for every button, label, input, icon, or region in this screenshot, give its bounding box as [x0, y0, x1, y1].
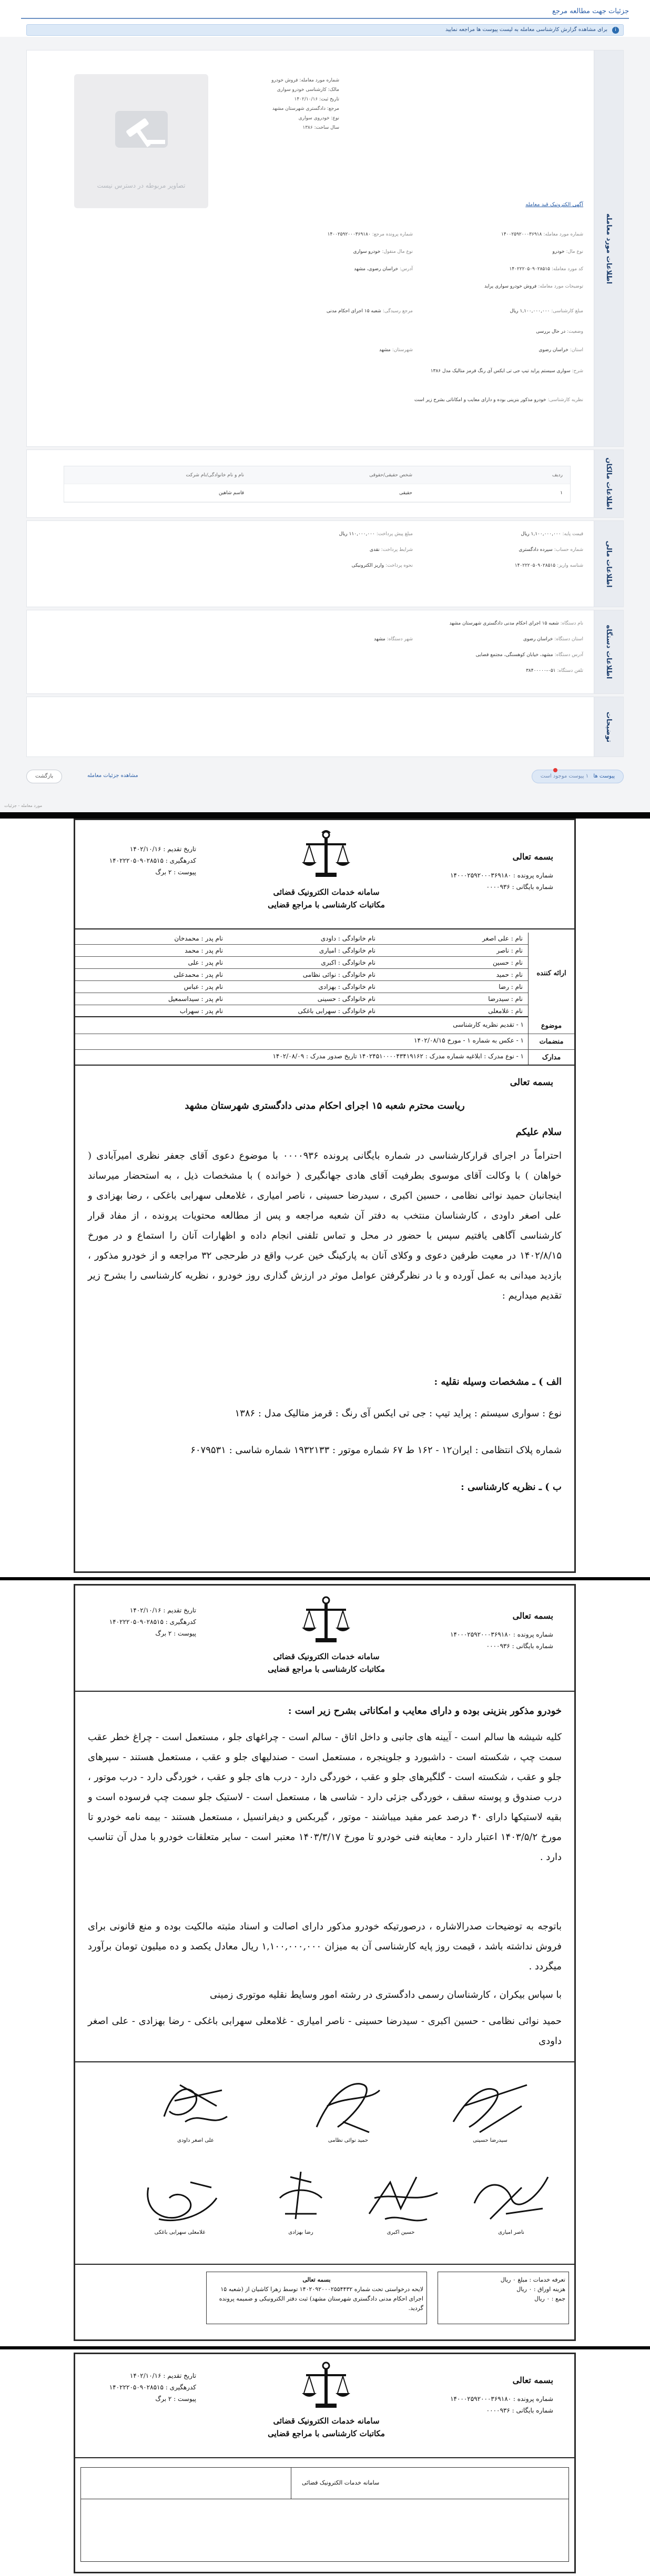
doc-header — [75, 1586, 574, 1696]
gavel-placeholder-icon — [110, 100, 173, 158]
opinion-intro: خودرو مذکور بنزینی بوده و دارای معایب و امکاناتی بشرح زیر است : — [288, 1705, 562, 1716]
title-underline — [21, 18, 629, 19]
signature — [459, 2161, 564, 2251]
opinion-price: باتوجه به توضیحات صدرالاشاره ، درصورتیکه خودرو مذکور دارای اصالت و اسناد مثبته مالکیت بوده و منع قانونی برای فروش نداشته باشد ، قیمت روز پایه کارشناسی آن به میزان ۱,۱۰۰,۰۰۰,۰۰۰ ریال معادل یکصد و ده میلیون تومان برآورد میگردد . — [88, 1921, 562, 1972]
tracking-line: کدرهگیری : ۱۴۰۲۲۲۰۵۰۹۰۲۸۵۱۵ — [109, 2384, 196, 2391]
page-separator — [0, 812, 650, 819]
panel-notes — [26, 697, 624, 757]
field-status: وضعیت:در حال بررسی — [536, 329, 583, 334]
field-authority: مرجع رسیدگی:شعبه ۱۵ اجرای احکام مدنی — [326, 309, 413, 314]
rule — [75, 928, 574, 929]
org-line-2: مکاتبات کارشناسی با مراجع قضایی — [268, 2429, 385, 2438]
signature-mark — [448, 2074, 532, 2138]
rule — [75, 2457, 574, 2458]
signature-mark — [259, 2166, 343, 2230]
signer-name: حسین اکبری — [387, 2230, 415, 2235]
rule — [75, 1691, 574, 1692]
page3-table-cell — [81, 2468, 291, 2499]
archive-number-line: شماره بایگانی : ۰۰۰۰۹۳۶ — [486, 2407, 553, 2414]
field-base-price: قیمت پایه:۱,۱۰۰,۰۰۰,۰۰۰ ریال — [521, 531, 583, 537]
info-icon: i — [612, 27, 619, 34]
table-row: نام : حمید نام خانوادگی : نوائی نظامی نام پدر : محمدعلی — [75, 969, 528, 981]
table-row: نام : غلامعلی نام خانوادگی : سهرابی باغکی نام پدر : سهراب — [75, 1005, 528, 1017]
documents-value: ۱ - نوع مدرک : ابلاغیه شماره مدرک : ۱۴۰۲۴۵۱۰۰۰۰۴۳۴۱۹۱۶۲ تاریخ صدور مدرک : ۱۴۰۲/۰۸/۰۹ — [75, 1050, 528, 1066]
image-placeholder — [74, 74, 208, 208]
attachments-value: ۱ - عکس به شماره ۱ - مورخ ۱۴۰۲/۰۸/۱۵ — [75, 1034, 528, 1050]
field-device-address: آدرس دستگاه:مشهد، خیابان کوهسنگی، مجتمع قضایی — [475, 652, 583, 658]
case-number-line: شماره پرونده : ۱۴۰۰۰۲۵۹۲۰۰۰۳۶۹۱۸۰ — [450, 1631, 553, 1638]
field-province: استان:خراسان رضوی — [539, 347, 583, 353]
fees-box — [438, 2272, 569, 2324]
justice-scale-icon — [300, 830, 352, 882]
field-expert-opinion: نظریه کارشناسی:خودرو مذکور بنزینی بوده و دارای معایب و امکاناتی بشرح زیر است — [414, 397, 583, 403]
vehicle-type: نوع : سواری سیستم : پراید تیپ : جی تی ایکس آی رنگ : قرمز متالیک مدل : ۱۳۸۶ — [235, 1408, 562, 1419]
case-detail-ui — [0, 0, 650, 812]
bottom-caption: مورد معامله - جزئیات — [4, 803, 43, 808]
no-image-caption: تصاویر مربوطه در دسترس نیست — [97, 182, 186, 189]
doc-bism: بسمه تعالی — [512, 2375, 553, 2385]
doc-page-1 — [74, 819, 576, 1573]
doc-page-2 — [74, 1584, 576, 2341]
field-prepayment: مبلغ پیش پرداخت:۱۱۰,۰۰۰,۰۰۰ ریال — [339, 531, 413, 537]
breadcrumb[interactable]: جزئیات جهت مطالعه مرجع — [552, 7, 629, 15]
case-number-line: شماره پرونده : ۱۴۰۰۰۲۵۹۲۰۰۰۳۶۹۱۸۰ — [450, 2395, 553, 2403]
rule — [75, 2061, 574, 2062]
signature-mark — [359, 2166, 443, 2230]
subject-value: ۱ - تقدیم نظریه کارشناسی — [75, 1018, 528, 1034]
tab-owners[interactable] — [594, 450, 623, 517]
signature — [143, 2069, 248, 2159]
field-appraisal-price: مبلغ کارشناسی:۱,۱۰۰,۰۰۰,۰۰۰ ریال — [510, 309, 583, 314]
field-device-province: استان دستگاه:خراسان رضوی — [523, 637, 583, 642]
table-row: نام : حسین نام خانوادگی : اکبری نام پدر : علی — [75, 957, 528, 969]
doc-header — [75, 2354, 574, 2465]
opinion-thanks: با سپاس بیکران ، کارشناسان رسمی دادگستری در رشته امور وسایط نقلیه موتوری زمینی — [210, 1989, 562, 2000]
field-device-city: شهر دستگاه:مشهد — [374, 637, 413, 642]
receipt-text: لایحه درخواستی تحت شماره ۱۴۰۲۰۹۲۰۰۰۲۵۵۴۴۳۲ توسط زهرا کاشیان از (شعبه ۱۵ اجرای احکام مدنی دادگستری شهرستان مشهد) ثبت دفتر الکترونیکی و ضمیمه پرونده گردید. — [219, 2286, 423, 2312]
doc-bism: بسمه تعالی — [512, 852, 553, 862]
panel-device — [26, 610, 624, 694]
fee-line: جمع : ۰ ریال — [534, 2295, 565, 2302]
signature — [248, 2161, 353, 2251]
signer-name: ناصر امیاری — [498, 2230, 524, 2235]
signature-area — [75, 2069, 574, 2264]
archive-number-line: شماره بایگانی : ۰۰۰۰۹۳۶ — [486, 883, 553, 891]
org-line-1: سامانه خدمات الکترونیک قضائی — [273, 887, 380, 897]
rule — [75, 2264, 574, 2265]
view-details-button[interactable]: مشاهده جزئیات معامله — [87, 773, 138, 779]
doc-page-3 — [74, 2353, 576, 2573]
signer-name: سیدرضا حسینی — [473, 2138, 507, 2143]
notice-text: برای مشاهده گزارش کارشناسی معامله به لیست پیوست ها مراجعه نمایید — [445, 27, 607, 33]
table-row: نام : سیدرضا نام خانوادگی : حسینی نام پدر : سیداسمعیل — [75, 993, 528, 1005]
page-separator — [0, 2346, 650, 2349]
org-line-1: سامانه خدمات الکترونیک قضائی — [273, 2416, 380, 2426]
owners-table — [64, 466, 571, 503]
table-row: نام : ناصر نام خانوادگی : امیاری نام پدر : محمد — [75, 945, 528, 957]
documents-label: مدارک — [528, 1050, 574, 1066]
table-row — [64, 484, 570, 502]
field-property-type: نوع مال:خودرو — [552, 249, 583, 254]
page-separator — [0, 1577, 650, 1580]
panel-finance — [26, 520, 624, 607]
table-header-cell: ردیف — [552, 473, 563, 478]
signature — [348, 2161, 453, 2251]
table-header-row — [64, 466, 570, 484]
signer-name: غلامعلی سهرابی باغکی — [154, 2230, 206, 2235]
doc-header — [75, 820, 574, 931]
page3-table — [80, 2467, 569, 2562]
org-line-2: مکاتبات کارشناسی با مراجع قضایی — [268, 900, 385, 909]
field-movable-type: نوع مال منقول:خودرو سواری — [353, 249, 413, 254]
table-row: نام : رضا نام خانوادگی : بهزادی نام پدر : عباس — [75, 981, 528, 993]
summary-line: مرجع: دادگستری شهرستان مشهد — [272, 106, 339, 111]
tab-item-info[interactable] — [594, 50, 623, 446]
field-case-number: شماره پرونده مرجع:۱۴۰۰۲۵۹۲۰۰۰۳۶۹۱۸۰ — [327, 232, 413, 237]
tab-notes[interactable] — [594, 697, 623, 757]
field-payment-method: نحوه پرداخت:واریز الکترونیکی — [351, 563, 413, 568]
justice-scale-icon — [300, 1595, 352, 1648]
field-deposit-id: شناسه واریز:۱۴۰۲۲۲۰۵۰۹۰۲۸۵۱۵ — [514, 563, 583, 568]
scanned-document — [0, 812, 650, 2576]
section-b-title: ب ) ـ نظریه کارشناسی : — [461, 1481, 562, 1493]
signature — [127, 2161, 232, 2251]
summary-line: شماره مورد معامله: فروش خودرو — [271, 78, 339, 83]
page3-footer-cell: سامانه خدمات الکترونیک قضائی — [302, 2479, 380, 2486]
submit-date-line: تاریخ تقدیم : ۱۴۰۲/۱۰/۱۶ — [129, 845, 196, 853]
signer-name: رضا بهزادی — [288, 2230, 313, 2235]
letter-bism: بسمه تعالی — [510, 1077, 553, 1088]
summary-line: نوع: خودروی سواری — [298, 116, 339, 121]
summary-line: سال ساخت: ۱۳۸۶ — [302, 125, 339, 130]
signer-name: حمید نوائی نظامی — [328, 2138, 369, 2143]
attachments-button[interactable] — [532, 770, 624, 783]
fee-line: هزینه اوراق : ۰ ریال — [516, 2286, 565, 2293]
receipt-box — [206, 2272, 427, 2324]
field-description: توضیحات مورد معامله:فروش خودرو سواری پراید — [484, 284, 583, 289]
back-button[interactable]: بازگشت — [26, 770, 62, 783]
archive-number-line: شماره بایگانی : ۰۰۰۰۹۳۶ — [486, 1642, 553, 1650]
attachments-hint: ۱ پیوست موجود است — [540, 773, 589, 779]
opinion-signers: حمید نوائی نظامی - حسین اکبری - سیدرضا حسینی - ناصر امیاری - غلامعلی سهرابی باغکی - رضا بهزادی - علی اصغر داودی — [88, 2016, 562, 2047]
tracking-line: کدرهگیری : ۱۴۰۲۲۲۰۵۰۹۰۲۸۵۱۵ — [109, 857, 196, 864]
submit-date-line: تاریخ تقدیم : ۱۴۰۲/۱۰/۱۶ — [129, 1607, 196, 1614]
tab-finance[interactable] — [594, 521, 623, 607]
field-remarks: شرح:سواری سیستم پراید تیپ جی تی ایکس آی رنگ قرمز متالیک مدل ۱۳۸۶ — [430, 369, 583, 374]
tab-owners-label: اطلاعات مالکان — [605, 457, 613, 510]
submit-date-line: تاریخ تقدیم : ۱۴۰۲/۱۰/۱۶ — [129, 2372, 196, 2379]
tab-item-info-label: اطلاعات مورد معامله — [605, 213, 613, 284]
signature-mark — [306, 2074, 390, 2138]
attach-count-line: پیوست : ۲ برگ — [155, 2395, 196, 2403]
table-header-cell: نام و نام خانوادگی/نام شرکت — [186, 473, 244, 478]
case-number-line: شماره پرونده : ۱۴۰۰۰۲۵۹۲۰۰۰۳۶۹۱۸۰ — [450, 872, 553, 879]
attachment-badge — [553, 768, 557, 772]
fee-line: تعرفه خدمات : مبلغ ۰ ریال — [500, 2276, 565, 2283]
summary-line: مالک: کارشناسی خودرو سواری — [277, 87, 339, 93]
section-a-title: الف ) ـ مشخصات وسیله نقلیه : — [434, 1376, 562, 1387]
field-device-name: نام دستگاه:شعبه ۱۵ اجرای احکام مدنی دادگستری شهرستان مشهد — [449, 621, 583, 626]
field-device-phone: تلفن دستگاه:۰۵۱-۳۸۴۰۰۰۰۰ — [526, 668, 583, 673]
field-city: شهرستان:مشهد — [379, 347, 413, 353]
summary-line: تاریخ ثبت: ۱۴۰۲/۱۰/۱۶ — [294, 97, 339, 102]
submitters-table — [75, 933, 574, 1103]
table-cell: حقیقی — [399, 490, 412, 496]
submitters-label: ارائه کننده — [528, 933, 574, 1018]
letter-para-1: احتراماً در اجرای قرارکارشناسی در شماره بایگانی پرونده ۰۰۰۰۹۳۶ با موضوع دعوی آقای جعفر نظری امیرآبادی ( خواهان ) با وکالت آقای موسوی بطرفیت آقای هادی جهانگیری ( خوانده ) با مشخصات ذیل ، به استحضار میرساند اینجانبان حمید نوائی نظامی ، حسین اکبری ، سیدرضا حسینی ، ناصر امیاری ، غلامعلی سهرابی باغکی ، رضا بهزادی و علی اصغر داودی ، کارشناسان منتخب به دفتر آن شعبه مراجعه و پس از مطالعه محتویات پرونده ، از مفاد قرار کارشناسی آگاهی یافتیم سپس با حضور در محل و تماس تلفنی انجام داده و اظهارات آنان را استماع و در مورخ ۱۴۰۲/۸/۱۵ در معیت طرفین دعوی و وکلای آنان به پارکینگ خین عرب واقع در طرحجی ۳۲ مراجعه و از خودرو مذکور ، بازدید میدانی به عمل آورده و با در نظرگرفتن عوامل موثر در ارزش گذاری روز خودرو ، نظریه کارشناسی را بشرح زیر تقدیم میداریم : — [88, 1150, 562, 1301]
table-header-cell: شخص حقیقی/حقوقی — [369, 473, 412, 478]
tab-notes-label: توضیحات — [605, 711, 613, 742]
tab-finance-label: اطلاعات مالی — [605, 540, 613, 587]
panel-owners — [26, 449, 624, 518]
justice-scale-icon — [300, 2360, 352, 2413]
attachments-label: منضمات — [528, 1034, 574, 1050]
table-cell: قاسم شاهین — [218, 490, 244, 496]
receipt-bism: بسمه تعالی — [302, 2276, 331, 2283]
field-item-code: کد مورد معامله:۱۴۰۲۲۲۰۵۰۹۰۲۸۵۱۵ — [509, 267, 583, 272]
opinion-details: کلیه شیشه ها سالم است - آیینه های جانبی و داخل اتاق - سالم است - چراغهای جلو ، مستعمل است - چراغ خطر عقب سمت چپ ، شکسته است - داشبورد و جلوپنجره ، مستعمل است - صندلیهای جلو و عقب ، مستعمل هستند - سپرهای جلو و عقب ، شکسته است - گلگیرهای جلو و عقب ، خوردگی دارد - درب های جلو و عقب ، خوردگی دارد - درب موتور ، درب صندوق و پوسته سقف ، خوردگی جزئی دارد - شاسی ها ، مستعمل است - لاستیک جلو سمت چپ فرسوده است و بقیه لاستیکها دارای ۴۰ درصد عمر مفید میباشند - موتور ، گیربکس و دیفرانسیل ، مستعمل هستند - بیمه نامه خودرو تا مورخ ۱۴۰۳/۵/۲ اعتبار دارد - معاینه فنی خودرو تا مورخ ۱۴۰۳/۳/۱۷ معتبر است - سایر متعلقات خودرو با مدل آن تناسب دارد . — [88, 1732, 562, 1863]
org-line-2: مکاتبات کارشناسی با مراجع قضایی — [268, 1664, 385, 1674]
doc-bism: بسمه تعالی — [512, 1611, 553, 1621]
vehicle-ids: شماره پلاک انتظامی : ایران۱۲ - ۱۶۲ ط ۶۷ شماره موتور : ۱۹۳۲۱۳۳ شماره شاسی : ۶۰۷۹۵۳۱ — [190, 1445, 562, 1456]
field-address: آدرس:خراسان رضوی، مشهد — [354, 267, 413, 272]
attach-count-line: پیوست : ۲ برگ — [155, 1630, 196, 1637]
letter-greeting: سلام علیکم — [515, 1127, 562, 1138]
field-payment-terms: شرایط پرداخت:نقدی — [369, 547, 413, 553]
ad-link[interactable]: آگهی الکترونیک قید معامله — [525, 202, 583, 208]
page3-table-row — [81, 2468, 568, 2499]
signature — [438, 2069, 543, 2159]
letter-addressee: ریاست محترم شعبه ۱۵ اجرای احکام مدنی دادگستری شهرستان مشهد — [185, 1100, 465, 1111]
attachments-label: پیوست ها — [593, 773, 615, 779]
signature-mark — [138, 2166, 222, 2230]
signature-mark — [154, 2074, 238, 2138]
subject-label: موضوع — [528, 1018, 574, 1034]
attach-count-line: پیوست : ۲ برگ — [155, 868, 196, 876]
tab-device[interactable] — [594, 610, 623, 693]
tracking-line: کدرهگیری : ۱۴۰۲۲۲۰۵۰۹۰۲۸۵۱۵ — [109, 1618, 196, 1626]
signer-name: علی اصغر داودی — [177, 2138, 214, 2143]
field-item-number: شماره مورد معامله:۱۴۰۰۲۵۹۲۰۰۰۳۶۹۱۸ — [501, 232, 583, 237]
field-account: شماره حساب:سپرده دادگستری — [519, 547, 583, 553]
signature-mark — [469, 2166, 553, 2230]
panel-item-info — [26, 50, 624, 447]
signature — [296, 2069, 401, 2159]
info-notice — [26, 24, 624, 36]
tab-device-label: اطلاعات دستگاه — [605, 625, 613, 679]
table-cell: ۱ — [560, 490, 563, 496]
table-row: نام : علی اصغر نام خانوادگی : داودی نام پدر : محمدخان — [75, 933, 528, 945]
org-line-1: سامانه خدمات الکترونیک قضائی — [273, 1652, 380, 1661]
